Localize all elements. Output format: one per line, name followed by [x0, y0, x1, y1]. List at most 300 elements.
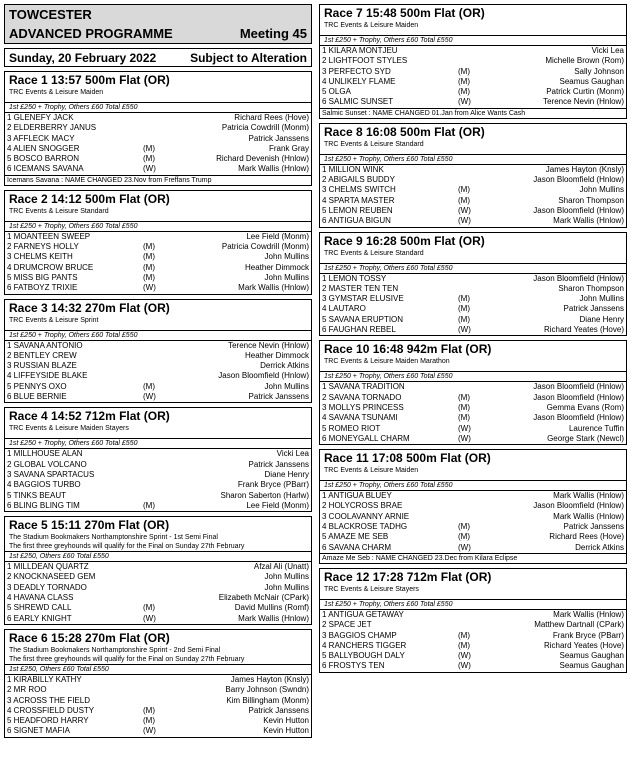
runner-trainer: Patrick Janssens [563, 304, 624, 314]
runner-sex: (M) [143, 500, 155, 510]
runner-name: 4 CROSSFIELD DUSTY [7, 705, 95, 715]
race-title: Race 8 16:08 500m Flat (OR) [324, 124, 485, 139]
runner-sex: (M) [458, 392, 470, 402]
runner-name: 4 ALIEN SNOGGER [7, 143, 80, 153]
race-description: The first three greyhounds will qualify for the Final on Sunday 27th February [9, 543, 245, 551]
runner-sex [143, 361, 183, 371]
runner-name: 5 BALLYBOUGH DALY [322, 651, 405, 661]
runner-name: 4 DRUMCROW BRUCE [7, 262, 94, 272]
race-prize: 1st £250, Others £60 Total £550 [5, 664, 311, 675]
runner-row [320, 641, 626, 651]
runner-trainer: Jason Bloomfield (Hnlow) [533, 205, 624, 215]
runner-sex [143, 113, 183, 123]
runner-name: 6 SAVANA CHARM [322, 542, 392, 552]
runner-row [320, 274, 626, 284]
runner-trainer: Lee Field (Monm) [246, 500, 309, 510]
runner-trainer: Mark Wallis (Hnlow) [553, 216, 624, 226]
runner-trainer: George Stark (Newcl) [547, 433, 624, 443]
runner-sex: (W) [458, 433, 471, 443]
runner-row [5, 593, 311, 603]
runner-trainer: Patricia Cowdrill (Monm) [221, 123, 309, 133]
race-title: Race 4 14:52 712m Flat (OR) [9, 409, 170, 424]
runner-sex: (W) [143, 283, 156, 293]
runner-name: 1 ANTIGUA GETAWAY [322, 609, 404, 619]
runner-row [5, 480, 311, 490]
race-description: TRC Events & Leisure Maiden [324, 22, 419, 29]
runner-name: 1 MOANTEEN SWEEP [7, 231, 91, 241]
race-card [4, 516, 312, 625]
runner-row [5, 351, 311, 361]
runner-row [5, 572, 311, 582]
runner-row [5, 361, 311, 371]
runner-name: 6 MONEYGALL CHARM [322, 433, 410, 443]
runner-sex [143, 593, 183, 603]
race-card [4, 190, 312, 295]
runner-trainer: David Mullins (Romf) [234, 603, 309, 613]
runner-trainer: John Mullins [264, 572, 309, 582]
race-description: TRC Events & Leisure Maiden [9, 89, 104, 96]
runner-sex: (M) [458, 87, 470, 97]
race-card [4, 71, 312, 186]
runner-sex [143, 491, 183, 501]
runner-trainer: Matthew Dartnall (CPark) [534, 620, 624, 630]
runner-row [320, 294, 626, 304]
runner-name: 1 ANTIGUA BLUEY [322, 491, 392, 501]
runner-row [320, 610, 626, 620]
runner-sex: (W) [458, 205, 471, 215]
runner-trainer: Vicki Lea [276, 449, 309, 459]
programme-header [4, 4, 312, 44]
race-prize: 1st £250 + Trophy, Others £60 Total £550 [320, 480, 626, 491]
runner-name: 6 FAUGHAN REBEL [322, 325, 396, 335]
race-card [319, 340, 627, 445]
runner-sex [143, 562, 183, 572]
runner-row [5, 134, 311, 144]
runner-trainer: Patricia Cowdrill (Monm) [221, 242, 309, 252]
runner-row [320, 434, 626, 444]
race-card [319, 4, 627, 119]
race-title: Race 1 13:57 500m Flat (OR) [9, 73, 170, 87]
runner-sex: (M) [458, 402, 470, 412]
runner-trainer: Mark Wallis (Hnlow) [238, 613, 309, 623]
runner-row [320, 284, 626, 294]
runner-name: 5 BOSCO BARRON [7, 154, 80, 164]
runner-row [320, 424, 626, 434]
runner-name: 2 ABIGAILS BUDDY [322, 175, 395, 185]
runner-row [5, 696, 311, 706]
runner-sex: (M) [458, 66, 470, 76]
runner-row [5, 449, 311, 459]
runner-sex: (W) [458, 423, 471, 433]
runner-sex: (M) [143, 242, 155, 252]
runner-row [320, 87, 626, 97]
runner-row [5, 392, 311, 402]
race-card [4, 629, 312, 738]
runner-trainer: Patrick Janssens [248, 133, 309, 143]
runner-row [320, 165, 626, 175]
programme-title: ADVANCED PROGRAMME [9, 26, 173, 41]
runner-name: 2 LIGHTFOOT STYLES [322, 56, 408, 66]
race-title: Race 11 17:08 500m Flat (OR) [324, 451, 491, 466]
runner-sex [143, 460, 183, 470]
race-prize: 1st £250 + Trophy, Others £60 Total £550 [320, 35, 626, 46]
runner-trainer: Patrick Janssens [248, 392, 309, 402]
runner-name: 5 AMAZE ME SEB [322, 532, 389, 542]
runner-name: 4 LAUTARO [322, 304, 366, 314]
runner-row [5, 501, 311, 511]
runner-name: 6 FATBOYZ TRIXIE [7, 283, 78, 293]
runner-sex: (W) [143, 726, 156, 736]
runner-sex [143, 351, 183, 361]
runner-trainer: Seamus Gaughan [559, 661, 624, 671]
runner-row [320, 631, 626, 641]
runner-row [320, 67, 626, 77]
runner-sex [143, 134, 183, 144]
runner-sex: (M) [458, 314, 470, 324]
left-column [4, 4, 312, 742]
runner-row [320, 325, 626, 335]
runner-sex: (M) [458, 522, 470, 532]
runner-trainer: Patrick Curtin (Monm) [546, 87, 624, 97]
runner-row [320, 77, 626, 87]
runner-sex: (W) [143, 392, 156, 402]
runner-row [320, 393, 626, 403]
runner-row [5, 583, 311, 593]
runner-sex: (M) [458, 304, 470, 314]
runner-name: 5 SHREWD CALL [7, 603, 72, 613]
runner-name: 5 LEMON REUBEN [322, 205, 393, 215]
runner-row [320, 620, 626, 630]
race-description: TRC Events & Leisure Standard [324, 140, 424, 148]
race-note: Amaze Me Seb : NAME CHANGED 23.Dec from Kilara Eclipse [320, 553, 626, 563]
runner-name: 3 COOLAVANNY ARNIE [322, 511, 410, 521]
runner-name: 3 BAGGIOS CHAMP [322, 630, 397, 640]
runner-name: 3 DEADLY TORNADO [7, 582, 87, 592]
runner-row [320, 97, 626, 107]
runner-sex: (M) [143, 252, 155, 262]
race-card [319, 232, 627, 337]
runner-row [5, 252, 311, 262]
runner-name: 6 BLUE BERNIE [7, 392, 67, 402]
runner-name: 6 BLING BLING TIM [7, 500, 80, 510]
runner-row [5, 113, 311, 123]
runner-row [5, 273, 311, 283]
runner-row [320, 651, 626, 661]
runner-sex: (M) [458, 185, 470, 195]
runner-sex [143, 572, 183, 582]
runner-row [5, 263, 311, 273]
runner-trainer: Frank Gray [268, 143, 309, 153]
runner-row [320, 175, 626, 185]
runner-trainer: Gemma Evans (Rom) [546, 402, 624, 412]
runner-name: 3 MOLLYS PRINCESS [322, 402, 404, 412]
runner-row [320, 413, 626, 423]
runner-name: 1 LEMON TOSSY [322, 273, 387, 283]
runner-trainer: Diane Henry [579, 314, 624, 324]
race-card [4, 407, 312, 512]
race-prize: 1st £250 + Trophy, Others £60 Total £550 [5, 221, 311, 232]
runner-sex: (M) [143, 262, 155, 272]
runner-trainer: Kevin Hutton [263, 716, 309, 726]
race-description: TRC Events & Leisure Sprint [9, 316, 99, 324]
runner-sex: (M) [458, 294, 470, 304]
runner-row [5, 242, 311, 252]
runner-row [5, 726, 311, 736]
race-note: Salmic Sunset : NAME CHANGED 01.Jan from Alice Wants Cash [320, 108, 626, 118]
runner-trainer: Patrick Janssens [563, 522, 624, 532]
runner-trainer: Frank Bryce (PBarr) [237, 480, 309, 490]
runner-trainer: Mark Wallis (Hnlow) [238, 283, 309, 293]
race-note: Icemans Savana : NAME CHANGED 23.Nov from Freffans Trump [5, 175, 311, 185]
runner-trainer: John Mullins [264, 272, 309, 282]
runner-sex [458, 274, 498, 284]
runner-row [5, 154, 311, 164]
runner-trainer: Mark Wallis (Hnlow) [553, 511, 624, 521]
runner-name: 3 CHELMS SWITCH [322, 185, 396, 195]
runner-sex [143, 685, 183, 695]
runner-row [5, 716, 311, 726]
runner-trainer: Lee Field (Monm) [246, 231, 309, 241]
runner-row [320, 46, 626, 56]
race-prize: 1st £250 + Trophy, Others £60 Total £550 [5, 438, 311, 449]
runner-trainer: Kim Billingham (Monm) [226, 695, 309, 705]
runner-row [5, 491, 311, 501]
runner-trainer: Mark Wallis (Hnlow) [553, 609, 624, 619]
runner-sex: (M) [143, 143, 155, 153]
runner-sex [458, 382, 498, 392]
runner-trainer: Jason Bloomfield (Hnlow) [533, 175, 624, 185]
runner-trainer: Heather Dimmock [244, 350, 309, 360]
runner-trainer: John Mullins [264, 252, 309, 262]
runner-sex: (M) [143, 381, 155, 391]
runner-sex [143, 232, 183, 242]
runner-sex [458, 284, 498, 294]
runner-trainer: Mark Wallis (Hnlow) [553, 491, 624, 501]
runner-name: 2 MR ROO [7, 685, 47, 695]
race-prize: 1st £250 + Trophy, Others £60 Total £550 [320, 599, 626, 610]
runner-row [5, 144, 311, 154]
runner-trainer: Jason Bloomfield (Hnlow) [533, 273, 624, 283]
runner-name: 3 CHELMS KEITH [7, 252, 73, 262]
runner-name: 2 ELDERBERRY JANUS [7, 123, 97, 133]
runner-name: 3 PERFECTO SYD [322, 66, 391, 76]
runner-trainer: Terence Nevin (Hnlow) [228, 340, 309, 350]
runner-name: 6 EARLY KNIGHT [7, 613, 72, 623]
runner-sex: (M) [143, 154, 155, 164]
runner-sex [458, 491, 498, 501]
runner-name: 2 SAVANA TORNADO [322, 392, 402, 402]
runner-trainer: Barry Johnson (Swndn) [225, 685, 309, 695]
runner-name: 4 RANCHERS TIGGER [322, 640, 407, 650]
runner-row [320, 403, 626, 413]
runner-trainer: Terence Nevin (Hnlow) [543, 97, 624, 107]
runner-row [320, 382, 626, 392]
runner-sex [143, 470, 183, 480]
runner-name: 2 MASTER TEN TEN [322, 283, 399, 293]
runner-row [5, 614, 311, 624]
runner-trainer: Seamus Gaughan [559, 76, 624, 86]
runner-row [320, 501, 626, 511]
runner-name: 4 BAGGIOS TURBO [7, 480, 81, 490]
runner-row [320, 216, 626, 226]
runner-trainer: Richard Rees (Hove) [549, 532, 624, 542]
runner-row [5, 164, 311, 174]
runner-trainer: John Mullins [579, 294, 624, 304]
runner-row [5, 706, 311, 716]
runner-trainer: John Mullins [579, 185, 624, 195]
runner-name: 3 GYMSTAR ELUSIVE [322, 294, 404, 304]
runner-trainer: Sally Johnson [574, 66, 624, 76]
runner-name: 6 SIGNET MAFIA [7, 726, 70, 736]
race-prize: 1st £250 + Trophy, Others £60 Total £550 [320, 263, 626, 274]
runner-sex: (W) [143, 613, 156, 623]
runner-name: 5 TINKS BEAUT [7, 490, 66, 500]
runner-name: 5 PENNYS OXO [7, 381, 67, 391]
race-title: Race 5 15:11 270m Flat (OR) [9, 518, 170, 533]
runner-trainer: Jason Bloomfield (Hnlow) [533, 413, 624, 423]
runner-row [5, 470, 311, 480]
race-prize: 1st £250 + Trophy, Others £60 Total £550 [5, 102, 311, 113]
runner-sex: (M) [143, 272, 155, 282]
runner-name: 4 SAVANA TSUNAMI [322, 413, 398, 423]
race-prize: 1st £250 + Trophy, Others £60 Total £550 [320, 154, 626, 165]
runner-name: 1 MILLDEAN QUARTZ [7, 562, 89, 572]
runner-row [320, 522, 626, 532]
race-prize: 1st £250 + Trophy, Others £60 Total £550 [5, 330, 311, 341]
runner-row [320, 315, 626, 325]
runner-sex [458, 56, 498, 66]
runner-name: 4 SPARTA MASTER [322, 195, 395, 205]
runner-sex [458, 46, 498, 56]
runner-name: 1 SAVANA TRADITION [322, 382, 405, 392]
race-description: The Stadium Bookmakers Northamptonshire Sprint - 1st Semi Final [9, 534, 218, 542]
runner-trainer: Jason Bloomfield (Hnlow) [533, 382, 624, 392]
runner-name: 4 BLACKROSE TADHG [322, 522, 408, 532]
race-description: TRC Events & Leisure Maiden [324, 467, 419, 475]
runner-sex [143, 480, 183, 490]
runner-trainer: Sharon Thompson [558, 195, 624, 205]
runner-row [320, 304, 626, 314]
runner-row [5, 283, 311, 293]
runner-name: 2 BENTLEY CREW [7, 350, 77, 360]
header-row-programme [5, 24, 311, 43]
runner-sex: (W) [458, 97, 471, 107]
runner-sex [458, 620, 498, 630]
race-prize: 1st £250 + Trophy, Others £60 Total £550 [320, 371, 626, 382]
runner-name: 3 AFFLECK MACY [7, 133, 75, 143]
race-title: Race 7 15:48 500m Flat (OR) [324, 6, 485, 20]
race-title: Race 9 16:28 500m Flat (OR) [324, 233, 485, 248]
runner-trainer: John Mullins [264, 582, 309, 592]
runner-sex: (M) [143, 603, 155, 613]
runner-trainer: Jason Bloomfield (Hnlow) [533, 392, 624, 402]
runner-trainer: Richard Yeates (Hove) [543, 640, 624, 650]
race-description: TRC Events & Leisure Standard [324, 249, 424, 257]
race-title: Race 3 14:32 270m Flat (OR) [9, 300, 170, 315]
race-description: The first three greyhounds will qualify for the Final on Sunday 27th February [9, 655, 245, 663]
runner-trainer: Diane Henry [264, 469, 309, 479]
runner-row [5, 603, 311, 613]
runner-row [5, 382, 311, 392]
runner-name: 3 SAVANA SPARTACUS [7, 469, 95, 479]
runner-name: 6 SALMIC SUNSET [322, 97, 394, 107]
runner-sex: (W) [458, 651, 471, 661]
runner-name: 4 UNLIKELY FLAME [322, 76, 396, 86]
runner-sex: (W) [458, 325, 471, 335]
runner-row [320, 532, 626, 542]
runner-name: 1 KILARA MONTJEU [322, 46, 398, 55]
runner-trainer: Sharon Saberton (Harlw) [220, 490, 309, 500]
date-bar [4, 48, 312, 67]
runner-sex: (M) [458, 532, 470, 542]
runner-sex: (M) [143, 705, 155, 715]
runner-name: 5 SAVANA ERUPTION [322, 314, 404, 324]
runner-name: 5 MISS BIG PANTS [7, 272, 78, 282]
runner-row [5, 232, 311, 242]
runner-sex [143, 341, 183, 351]
runner-name: 2 SPACE JET [322, 620, 372, 630]
runner-name: 1 GLENEFY JACK [7, 113, 74, 122]
runner-sex [458, 610, 498, 620]
runner-trainer: Richard Rees (Hove) [234, 113, 309, 122]
runner-sex: (W) [458, 216, 471, 226]
race-card [4, 299, 312, 404]
race-description: TRC Events & Leisure Standard [9, 207, 109, 215]
runner-name: 4 LIFFEYSIDE BLAKE [7, 371, 88, 381]
runner-name: 3 RUSSIAN BLAZE [7, 361, 77, 371]
runner-sex [458, 512, 498, 522]
runner-trainer: Richard Yeates (Hove) [543, 325, 624, 335]
runner-name: 5 ROMEO RIOT [322, 423, 381, 433]
runner-trainer: Laurence Tuffin [568, 423, 624, 433]
race-title: Race 10 16:48 942m Flat (OR) [324, 342, 492, 357]
race-description: The Stadium Bookmakers Northamptonshire Sprint - 2nd Semi Final [9, 646, 221, 654]
runner-name: 1 MILLION WINK [322, 164, 384, 174]
runner-trainer: James Hayton (Knsly) [545, 164, 624, 174]
runner-name: 5 OLGA [322, 87, 351, 97]
race-title: Race 2 14:12 500m Flat (OR) [9, 191, 170, 206]
runner-sex: (M) [458, 195, 470, 205]
runner-row [320, 661, 626, 671]
runner-row [320, 206, 626, 216]
right-race-list [319, 4, 627, 673]
runner-trainer: Patrick Janssens [248, 705, 309, 715]
runner-trainer: Jason Bloomfield (Hnlow) [533, 501, 624, 511]
runner-row [320, 185, 626, 195]
runner-trainer: Vicki Lea [591, 46, 624, 55]
runner-trainer: James Hayton (Knsly) [230, 674, 309, 684]
runner-trainer: Kevin Hutton [263, 726, 309, 736]
runner-sex: (W) [458, 661, 471, 671]
runner-row [5, 675, 311, 685]
race-description: TRC Events & Leisure Maiden Stayers [9, 425, 129, 433]
runner-trainer: John Mullins [264, 381, 309, 391]
runner-trainer: Jason Bloomfield (Hnlow) [218, 371, 309, 381]
runner-sex: (M) [458, 76, 470, 86]
runner-trainer: Heather Dimmock [244, 262, 309, 272]
runner-name: 2 GLOBAL VOLCANO [7, 459, 87, 469]
runner-name: 6 ICEMANS SAVANA [7, 164, 84, 174]
runner-sex [143, 449, 183, 459]
runner-sex [458, 501, 498, 511]
runner-row [5, 562, 311, 572]
runner-trainer: Mark Wallis (Hnlow) [238, 164, 309, 174]
meeting-number: Meeting 45 [239, 26, 307, 41]
venue-title: TOWCESTER [9, 7, 92, 22]
right-column [319, 4, 627, 677]
runner-sex: (M) [458, 630, 470, 640]
runner-sex [143, 583, 183, 593]
